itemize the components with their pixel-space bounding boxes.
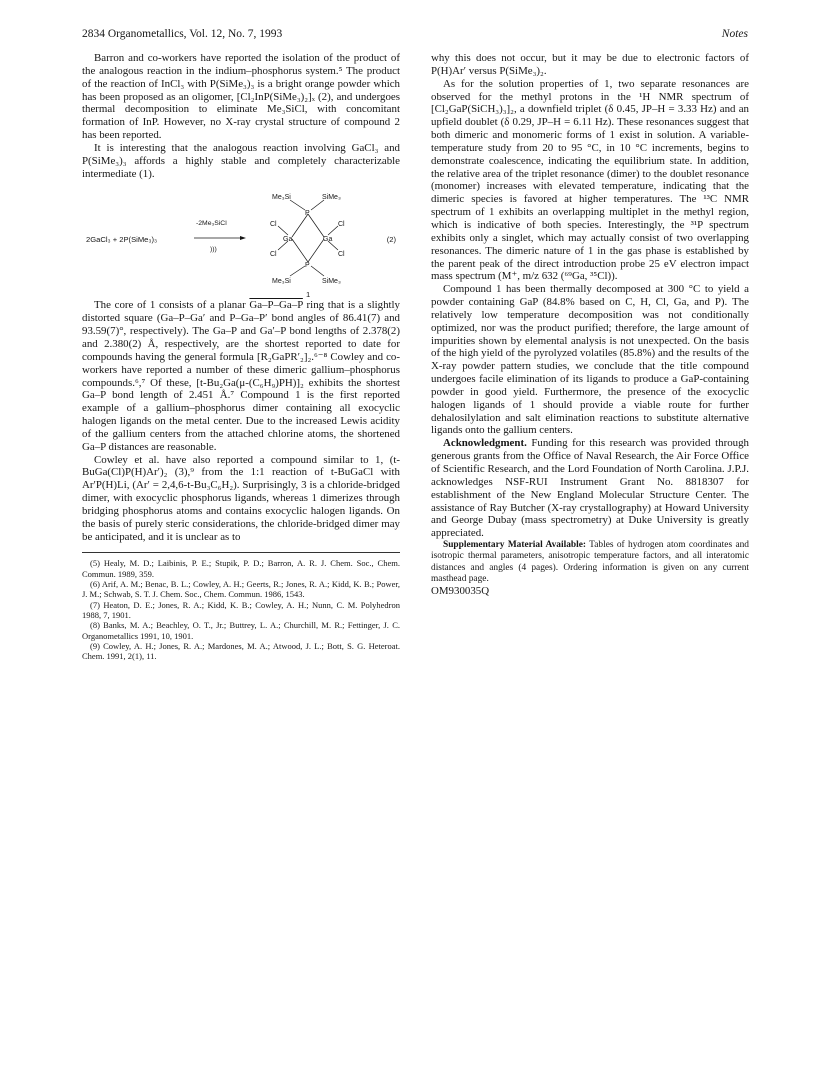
label-phosphorus-bottom: P bbox=[305, 262, 310, 270]
equation-number: (2) bbox=[386, 235, 396, 245]
label-trimethylsilyl-top-left: Me₃Si bbox=[272, 194, 291, 202]
label-chlorine-top-left: Cl bbox=[270, 221, 277, 229]
reaction-arrow-icon bbox=[194, 235, 246, 241]
footnote-6: (6) Arif, A. M.; Benac, B. L.; Cowley, A. H.; Geerts, R.; Jones, R. A.; Kidd, K. B.; Power, J. M.; Schwab, S. T. J. Chem. Soc., Chem. Commun. 1986, 1543. bbox=[82, 579, 400, 600]
paragraph-indium-phosphorus: Barron and co-workers have reported the isolation of the product of the analogous reaction in the indium–phosphorus system.⁵ The product of the reaction of InCl₃ with P(SiMe₃)₃ is a bright orange powder which has been proposed as an oligomer, [Cl₂InP(SiMe₃)₂]ₓ (2), and undergoes thermal decomposition to eliminate Me₃SiCl, with concomitant formation of InP. However, no X-ray crystal structure of compound 2 has been reported. bbox=[82, 52, 400, 142]
acknowledgment-heading: Acknowledgment. bbox=[443, 437, 527, 450]
supplementary-material bbox=[431, 540, 749, 585]
footnote-8: (8) Banks, M. A.; Beachley, O. T., Jr.; Buttrey, L. A.; Churchill, M. R.; Fettinger, J. C. Organometallics 1991, 10, 1901. bbox=[82, 620, 400, 641]
paragraph-thermal-decomposition: Compound 1 has been thermally decomposed at 300 °C to yield a powder containing GaP (84.8% based on C, H, Cl, Ga, and P). The relatively low temperature decomposition was not conditionally optimized, nor was the product purified; therefore, the large amount of impurities shown by elemental analysis is not unexpected. On the basis of the high yield of the pyrolyzed volatiles (85.8%) and the results of the X-ray powder pattern studies, we conclude that the title compound undergoes facile elimination of its ligands to produce a GaP-containing powder in good yield. Furthermore, the presence of the exocyclic halogen ligands of 1 should provide a viable route for further dehalosilylation and salt elimination reactions to substitute alternative ligands onto the gallium centers. bbox=[431, 283, 749, 437]
label-gallium-right: Ga bbox=[323, 236, 333, 244]
footnotes bbox=[82, 552, 400, 661]
scheme-reactants: 2GaCl₃ + 2P(SiMe₃)₃ bbox=[86, 235, 158, 245]
paragraph-planar-core bbox=[82, 299, 400, 453]
core-text-rest: ring that is a slightly distorted square (Ga–P–Ga′ and P–Ga–P′ bond angles of 86.41(7) and 93.59(7)°, respectively). The Ga–P and Ga′–P bond lengths of 2.378(2) and 2.380(2) Å, respectively, are the shortest reported to date for compounds having the general formula [R₂GaPR′₂]₂.⁶⁻⁸ Cowley and co-workers have reported a number of these dimeric gallium–phosphorus compounds.⁶,⁷ Of these, [t-Bu₂Ga(μ-(C₆H₉)PH)]₂ exhibits the shortest Ga–P bond length of 2.451 Å.⁷ Compound 1 is the first reported example of a gallium–phosphorus dimer containing all exocyclic halogen ligands on the metal center. Due to the increased Lewis acidity of the gallium centers from the attached chlorine atoms, the shortened Ga–P distances are reasonable. bbox=[82, 299, 401, 453]
footnote-5: (5) Healy, M. D.; Laibinis, P. E.; Stupik, P. D.; Barron, A. R. J. Chem. Soc., Chem. Commun. 1989, 359. bbox=[82, 558, 400, 579]
compound-number: 1 bbox=[306, 290, 311, 300]
right-column bbox=[431, 52, 749, 598]
running-header bbox=[82, 28, 748, 44]
label-chlorine-bottom-right: Cl bbox=[338, 251, 345, 259]
label-chlorine-bottom-left: Cl bbox=[270, 251, 277, 259]
header-section-label: Notes bbox=[721, 28, 748, 40]
reaction-scheme bbox=[82, 190, 400, 300]
label-trimethylsilyl-bottom-left: Me₃Si bbox=[272, 278, 291, 286]
paragraph-cowley-compound: Cowley et al. have also reported a compound similar to 1, (t-BuGa(Cl)P(H)Ar′)₂ (3),⁹ from the 1:1 reaction of t-BuGaCl with Ar′P(H)Li, (Ar′ = 2,4,6-t-Bu₃C₆H₂). Surprisingly, 3 is a chloride-bridged dimer, with exocyclic phosphorus ligands, whereas 1 dimerizes through bridging phosphorus atoms and contains exocyclic halogen ligands. On the basis of purely steric considerations, the chloride-bridged dimer may be anticipated, and it is unclear as to bbox=[82, 453, 400, 543]
footnote-7: (7) Heaton, D. E.; Jones, R. A.; Kidd, K. B.; Cowley, A. H.; Nunn, C. M. Polyhedron 1988, 7, 1901. bbox=[82, 599, 400, 620]
label-gallium-left: Ga bbox=[283, 236, 293, 244]
supplementary-heading: Supplementary Material Available: bbox=[443, 540, 586, 551]
header-journal-citation: 2834 Organometallics, Vol. 12, No. 7, 1993 bbox=[82, 28, 283, 40]
acknowledgment-text: Funding for this research was provided through generous grants from the Office of Naval Research, the Air Force Office of Scientific Research, and the Lord Foundation of North Carolina. J.P.J. acknowledges NSF-RUI Instrument Grant No. 8818307 for establishment of the New England Molecular Structure Center. The assistance of Ray Butcher (X-ray crystallography) at Howard University and George Dubay (mass spectrometry) at Duke University is greatly appreciated. bbox=[431, 437, 749, 540]
dimer-structure-diagram bbox=[250, 190, 362, 285]
label-trimethylsilyl-top-right: SiMe₃ bbox=[322, 194, 341, 202]
core-text-start: The core of 1 consists of a planar bbox=[94, 299, 250, 312]
scheme-condition: -2Me₃SiCl bbox=[196, 220, 227, 228]
paragraph-gallium-intermediate: It is interesting that the analogous reaction involving GaCl₃ and P(SiMe₃)₃ affords a highly stable and completely characterizable intermediate (1). bbox=[82, 141, 400, 180]
label-trimethylsilyl-bottom-right: SiMe₃ bbox=[322, 278, 341, 286]
paragraph-solution-properties: As for the solution properties of 1, two separate resonances are observed for the methyl protons in the ¹H NMR spectrum of [Cl₂GaP(SiCH₃)₃]₂, a downfield triplet (δ 0.45, JP–H = 3.33 Hz) and an upfield doublet (δ 0.29, JP–H = 6.11 Hz). These resonances suggest that both dimeric and monomeric forms of 1 exist in solution. A variable-temperature study from 20 to 95 °C, in 10 °C increments, begins to demonstrate coalescence, indicating the equilibrium state. In addition, the relative area of the triplet resonance (dimer) to the doublet resonance (monomer) increases with elevated temperature, indicating that the dimeric species is favored at higher temperatures. The ¹³C NMR spectrum of 1 exhibits an overlapping multiplet in the methyl region, which is indicative of both species. Interestingly, the ³¹P spectrum exhibits only a singlet, which may actually consist of two overlapping resonances. The dimeric nature of 1 in the gas phase is established by the parent peak of the direct introduction probe 25 eV electron impact mass spectrum (M⁺, m/z 632 (⁶⁹Ga, ³⁵Cl)). bbox=[431, 77, 749, 283]
ring-notation: Ga–P–Ga–P bbox=[249, 299, 303, 312]
left-column bbox=[82, 52, 400, 661]
supplementary-text: Tables of hydrogen atom coordinates and isotropic thermal parameters, anisotropic temperature factors, and all interatomic distances and angles (4 pages). Ordering information is given on any current masthead page. bbox=[431, 540, 749, 584]
label-phosphorus-top: P bbox=[305, 210, 310, 218]
manuscript-code: OM930035Q bbox=[431, 585, 490, 598]
paragraph-electronic-factors: why this does not occur, but it may be due to electronic factors of P(H)Ar′ versus P(SiMe₃)₂. bbox=[431, 52, 749, 77]
scheme-sonication: ))) bbox=[210, 246, 217, 254]
acknowledgment-section bbox=[431, 437, 749, 540]
label-chlorine-top-right: Cl bbox=[338, 221, 345, 229]
footnote-9: (9) Cowley, A. H.; Jones, R. A.; Mardones, M. A.; Atwood, J. L.; Bott, S. G. Heteroat. Chem. 1991, 2(1), 11. bbox=[82, 640, 400, 662]
